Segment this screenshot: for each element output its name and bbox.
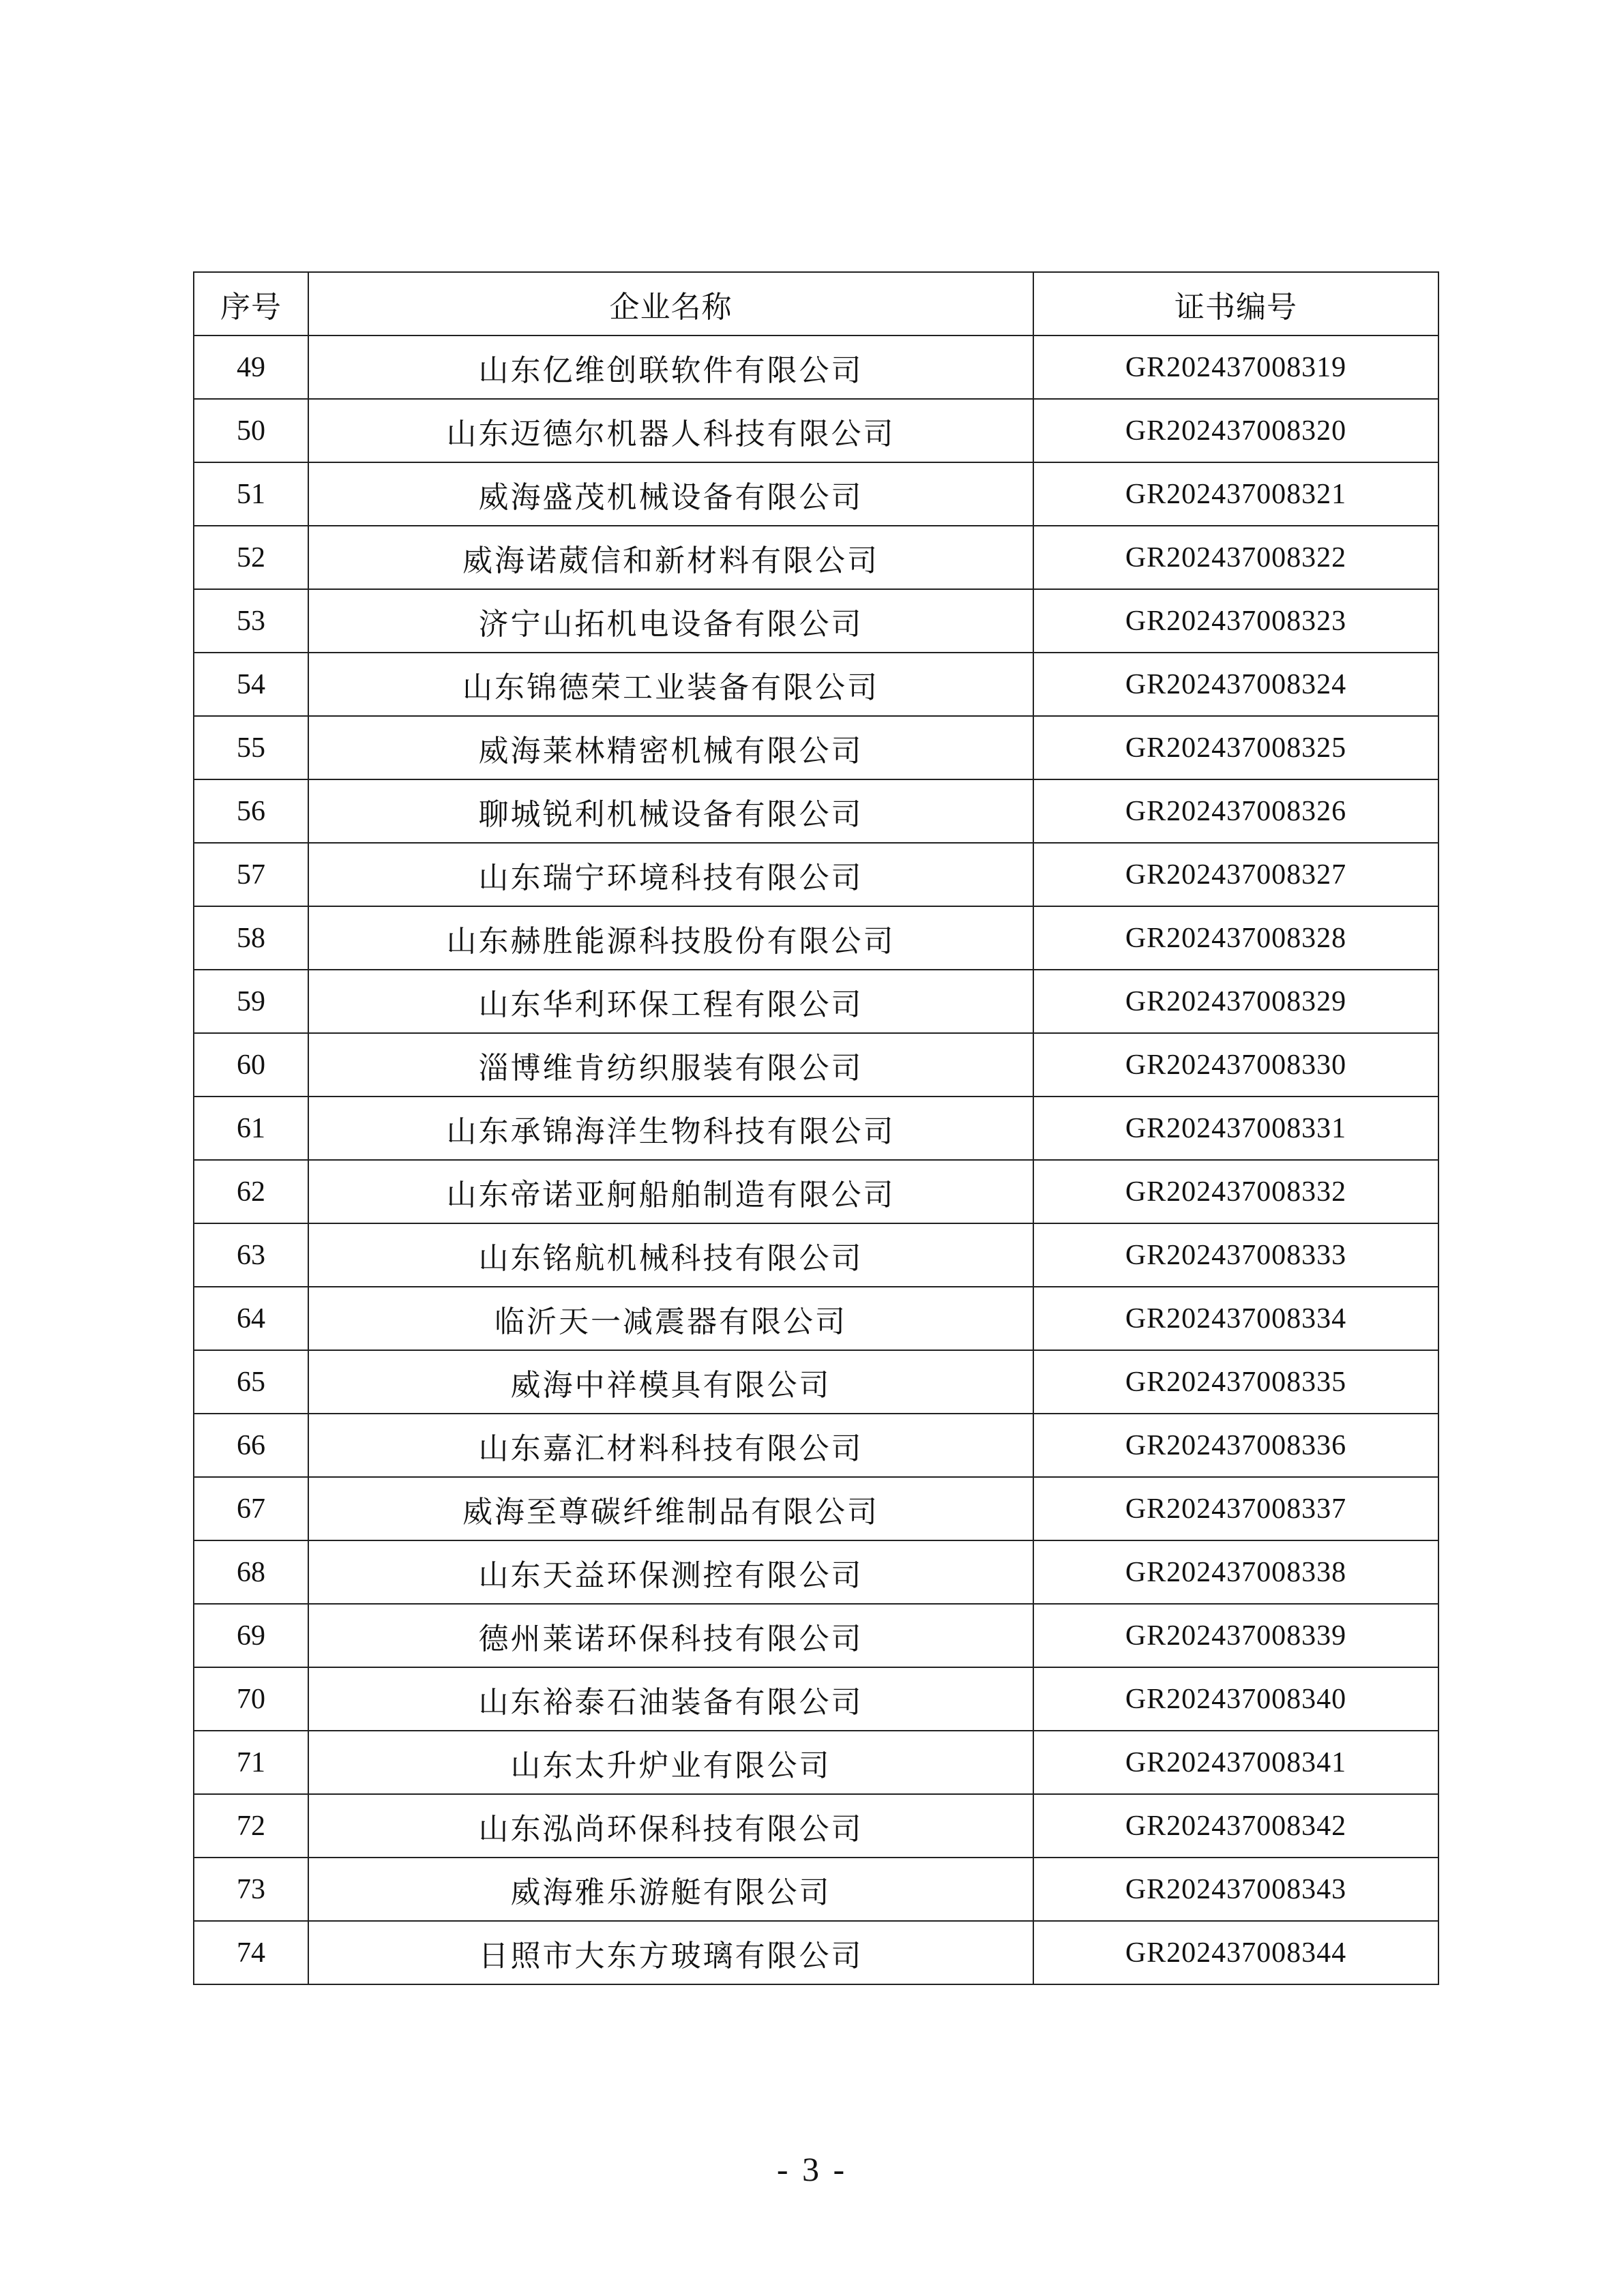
serial-number-cell: 74 [194,1921,308,1984]
table-row [194,1921,1438,1984]
table-row [194,1350,1438,1414]
company-name-cell: 山东铭航机械科技有限公司 [308,1223,1033,1287]
company-name-cell: 德州莱诺环保科技有限公司 [308,1604,1033,1667]
certificate-number-cell: GR202437008328 [1033,906,1438,970]
certificate-number-cell: GR202437008336 [1033,1414,1438,1477]
certificate-number-cell: GR202437008344 [1033,1921,1438,1984]
company-name-cell: 济宁山拓机电设备有限公司 [308,589,1033,653]
certificate-number-cell: GR202437008337 [1033,1477,1438,1540]
certificate-number-cell: GR202437008340 [1033,1667,1438,1731]
table-row [194,399,1438,462]
company-name-cell: 威海至尊碳纤维制品有限公司 [308,1477,1033,1540]
certificate-number-cell: GR202437008326 [1033,779,1438,843]
serial-number-cell: 51 [194,462,308,526]
serial-number-cell: 52 [194,526,308,589]
serial-number-cell: 59 [194,970,308,1033]
table-row [194,843,1438,906]
company-name-cell: 威海盛茂机械设备有限公司 [308,462,1033,526]
company-name-cell: 山东嘉汇材料科技有限公司 [308,1414,1033,1477]
certificate-number-cell: GR202437008335 [1033,1350,1438,1414]
serial-number-cell: 66 [194,1414,308,1477]
table-row [194,1223,1438,1287]
table-row [194,1667,1438,1731]
company-name-cell: 临沂天一减震器有限公司 [308,1287,1033,1350]
company-name-cell: 山东太升炉业有限公司 [308,1731,1033,1794]
certificate-number-cell: GR202437008320 [1033,399,1438,462]
serial-number-cell: 58 [194,906,308,970]
serial-number-cell: 49 [194,336,308,399]
certificate-number-cell: GR202437008321 [1033,462,1438,526]
serial-number-cell: 69 [194,1604,308,1667]
table-row [194,716,1438,779]
serial-number-cell: 67 [194,1477,308,1540]
serial-number-cell: 62 [194,1160,308,1223]
serial-number-cell: 64 [194,1287,308,1350]
company-name-cell: 威海莱林精密机械有限公司 [308,716,1033,779]
table-row [194,1097,1438,1160]
company-name-cell: 山东锦德荣工业装备有限公司 [308,653,1033,716]
table-row [194,653,1438,716]
table-row [194,1604,1438,1667]
serial-number-cell: 70 [194,1667,308,1731]
company-name-cell: 威海诺葳信和新材料有限公司 [308,526,1033,589]
company-name-cell: 山东承锦海洋生物科技有限公司 [308,1097,1033,1160]
company-name-cell: 山东亿维创联软件有限公司 [308,336,1033,399]
table-row [194,1160,1438,1223]
company-name-cell: 山东瑞宁环境科技有限公司 [308,843,1033,906]
table-row [194,1414,1438,1477]
company-name-cell: 山东华利环保工程有限公司 [308,970,1033,1033]
certificate-number-cell: GR202437008339 [1033,1604,1438,1667]
serial-number-cell: 56 [194,779,308,843]
company-name-cell: 威海中祥模具有限公司 [308,1350,1033,1414]
certificate-number-cell: GR202437008324 [1033,653,1438,716]
certificate-number-cell: GR202437008343 [1033,1858,1438,1921]
serial-number-cell: 72 [194,1794,308,1858]
serial-number-cell: 65 [194,1350,308,1414]
header-row [194,272,1438,336]
company-certificate-table [193,271,1439,1985]
table-row [194,779,1438,843]
table-body [194,336,1438,1984]
table-row [194,1287,1438,1350]
table-header [194,272,1438,336]
certificate-number-cell: GR202437008327 [1033,843,1438,906]
table-row [194,906,1438,970]
serial-number-cell: 60 [194,1033,308,1097]
certificate-number-cell: GR202437008338 [1033,1540,1438,1604]
certificate-number-cell: GR202437008330 [1033,1033,1438,1097]
serial-number-cell: 55 [194,716,308,779]
company-name-cell: 山东迈德尔机器人科技有限公司 [308,399,1033,462]
header-certificate-number: 证书编号 [1033,272,1438,336]
certificate-number-cell: GR202437008325 [1033,716,1438,779]
certificate-number-cell: GR202437008331 [1033,1097,1438,1160]
serial-number-cell: 61 [194,1097,308,1160]
certificate-number-cell: GR202437008323 [1033,589,1438,653]
certificate-number-cell: GR202437008341 [1033,1731,1438,1794]
table-row [194,1540,1438,1604]
serial-number-cell: 50 [194,399,308,462]
page-number: - 3 - [776,2150,848,2188]
certificate-number-cell: GR202437008333 [1033,1223,1438,1287]
table-row [194,462,1438,526]
serial-number-cell: 54 [194,653,308,716]
certificate-number-cell: GR202437008334 [1033,1287,1438,1350]
serial-number-cell: 57 [194,843,308,906]
company-name-cell: 日照市大东方玻璃有限公司 [308,1921,1033,1984]
serial-number-cell: 53 [194,589,308,653]
table-row [194,526,1438,589]
company-name-cell: 山东泓尚环保科技有限公司 [308,1794,1033,1858]
company-name-cell: 淄博维肯纺织服装有限公司 [308,1033,1033,1097]
table-row [194,336,1438,399]
certificate-number-cell: GR202437008319 [1033,336,1438,399]
company-name-cell: 山东赫胜能源科技股份有限公司 [308,906,1033,970]
certificate-number-cell: GR202437008329 [1033,970,1438,1033]
certificate-number-cell: GR202437008322 [1033,526,1438,589]
company-name-cell: 威海雅乐游艇有限公司 [308,1858,1033,1921]
table-row [194,1033,1438,1097]
company-name-cell: 山东天益环保测控有限公司 [308,1540,1033,1604]
company-name-cell: 山东裕泰石油装备有限公司 [308,1667,1033,1731]
table-row [194,1731,1438,1794]
certificate-number-cell: GR202437008342 [1033,1794,1438,1858]
certificate-number-cell: GR202437008332 [1033,1160,1438,1223]
table-row [194,970,1438,1033]
table-row [194,1794,1438,1858]
table-row [194,589,1438,653]
serial-number-cell: 63 [194,1223,308,1287]
serial-number-cell: 73 [194,1858,308,1921]
company-name-cell: 聊城锐利机械设备有限公司 [308,779,1033,843]
certificate-list-sheet [193,271,1438,1985]
company-name-cell: 山东帝诺亚舸船舶制造有限公司 [308,1160,1033,1223]
serial-number-cell: 68 [194,1540,308,1604]
serial-number-cell: 71 [194,1731,308,1794]
header-company-name: 企业名称 [308,272,1033,336]
table-row [194,1858,1438,1921]
header-serial-number: 序号 [194,272,308,336]
table-row [194,1477,1438,1540]
